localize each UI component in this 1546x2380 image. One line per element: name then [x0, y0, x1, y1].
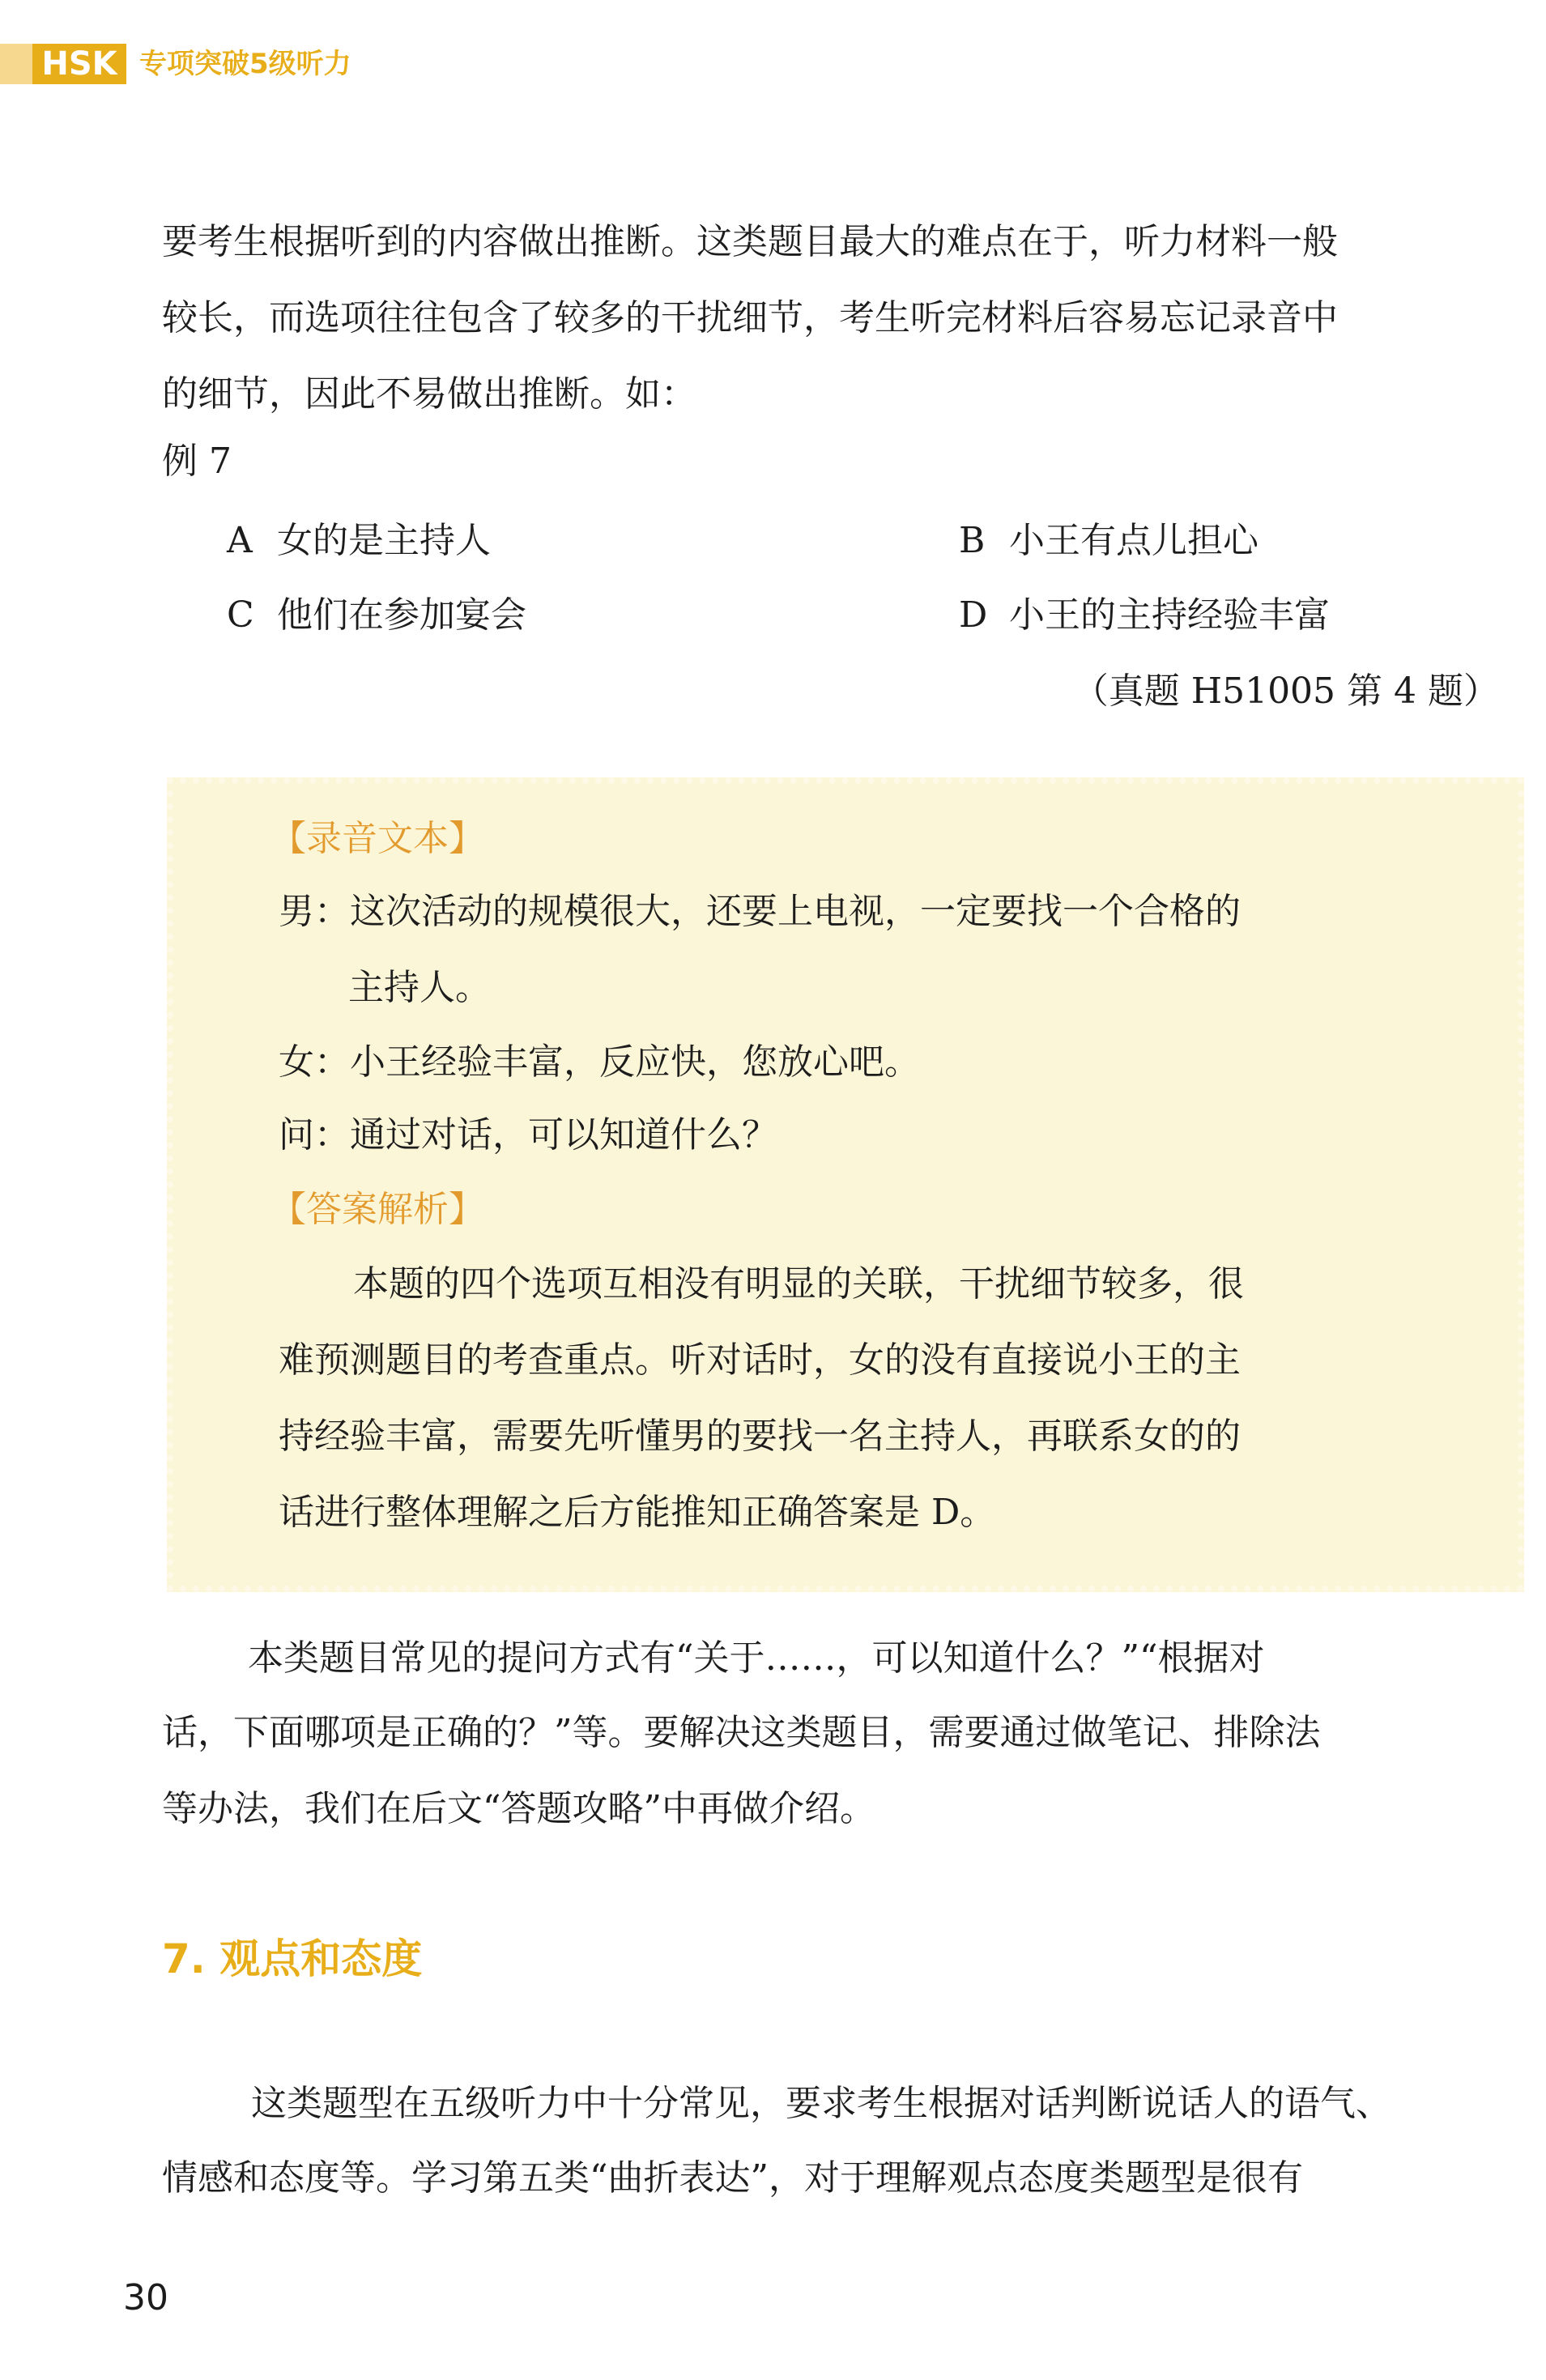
summary-line-2: 话，下面哪项是正确的？”等。要解决这类题目，需要通过做笔记、排除法: [162, 1712, 1321, 1753]
option-a: [227, 517, 491, 565]
option-c: [227, 591, 526, 640]
summary-line-1: 本类题目常见的提问方式有“关于……，可以知道什么？”“根据对: [248, 1637, 1265, 1679]
option-c-text: 他们在参加宴会: [277, 594, 526, 636]
transcript-male-line-1: 男：这次活动的规模很大，还要上电视，一定要找一个合格的: [279, 891, 1241, 932]
section-text-line-1: 这类题型在五级听力中十分常见，要求考生根据对话判断说话人的语气、: [251, 2083, 1391, 2124]
section-title: 7. 观点和态度: [162, 1935, 423, 1982]
intro-line-1: 要考生根据听到的内容做出推断。这类题目最大的难点在于，听力材料一般: [162, 221, 1338, 262]
option-b-letter: B: [959, 520, 986, 561]
section-text-line-2: 情感和态度等。学习第五类“曲折表达”，对于理解观点态度类题型是很有: [162, 2157, 1303, 2199]
analysis-heading: 【答案解析】: [270, 1189, 484, 1230]
source-note: （真题 H51005 第 4 题）: [1072, 671, 1499, 712]
option-d-letter: D: [959, 594, 988, 636]
example-label: 例 7: [162, 441, 232, 482]
transcript-heading: 【录音文本】: [270, 818, 484, 859]
option-a-letter: A: [227, 520, 253, 561]
hsk-badge: HSK: [32, 44, 126, 84]
analysis-line-1: 本题的四个选项互相没有明显的关联，干扰细节较多，很: [353, 1263, 1244, 1305]
analysis-line-4: 话进行整体理解之后方能推知正确答案是 D。: [279, 1492, 996, 1533]
header-band: [0, 44, 32, 84]
analysis-line-2: 难预测题目的考查重点。听对话时，女的没有直接说小王的主: [279, 1339, 1241, 1381]
option-d: [959, 591, 1330, 640]
transcript-question-line: 问：通过对话，可以知道什么？: [279, 1114, 777, 1156]
summary-line-3: 等办法，我们在后文“答题攻略”中再做介绍。: [162, 1788, 875, 1829]
intro-line-3: 的细节，因此不易做出推断。如：: [162, 373, 696, 415]
option-c-letter: C: [227, 594, 254, 636]
intro-paragraph: [162, 204, 1506, 432]
page-number: 30: [123, 2277, 168, 2318]
analysis-line-3: 持经验丰富，需要先听懂男的要找一名主持人，再联系女的的: [279, 1416, 1241, 1457]
option-d-text: 小王的主持经验丰富: [1009, 594, 1330, 636]
option-b: [959, 517, 1259, 565]
option-a-text: 女的是主持人: [277, 520, 491, 561]
option-b-text: 小王有点儿担心: [1009, 520, 1259, 561]
intro-line-2: 较长，而选项往往包含了较多的干扰细节，考生听完材料后容易忘记录音中: [162, 297, 1338, 338]
header-title: 专项突破5级听力: [139, 48, 351, 80]
transcript-male-line-2: 主持人。: [348, 967, 491, 1008]
transcript-female-line: 女：小王经验丰富，反应快，您放心吧。: [279, 1041, 920, 1083]
